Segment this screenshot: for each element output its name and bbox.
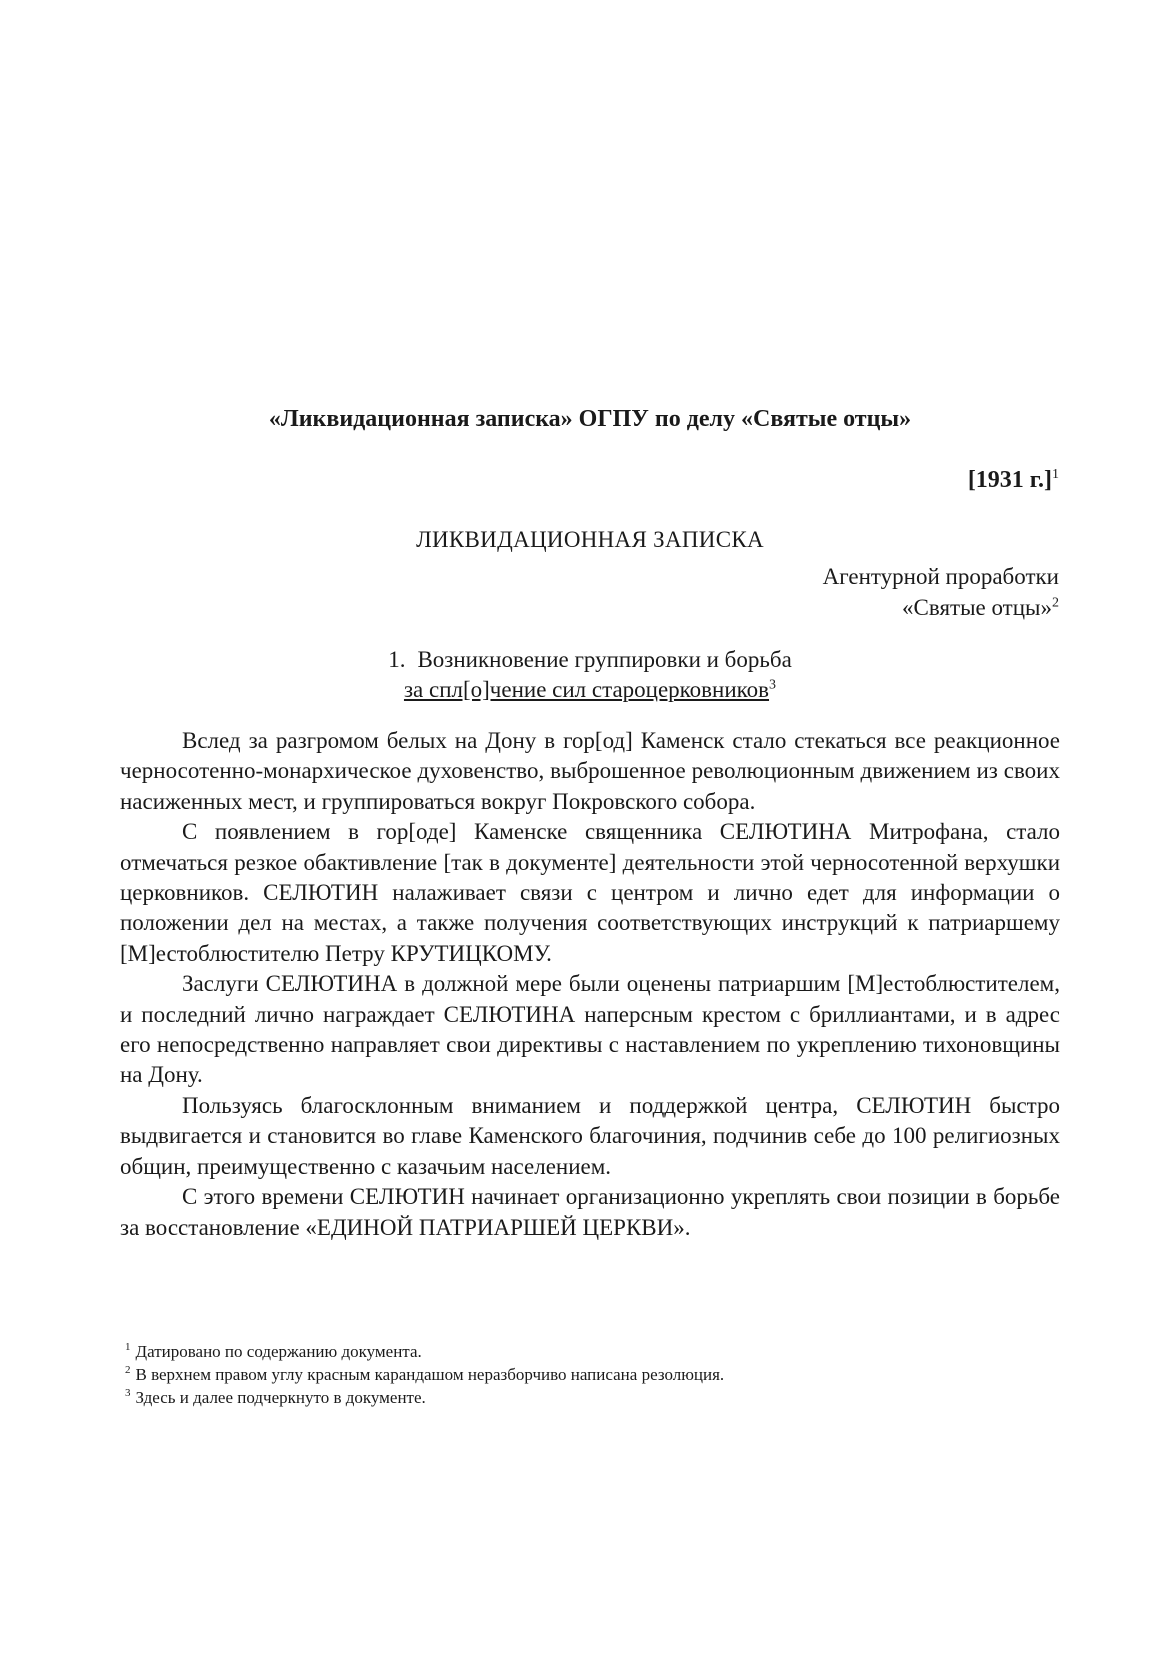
subheading-line-1: Агентурной проработки [822, 564, 1059, 589]
footnote-ref-3[interactable]: 3 [769, 677, 777, 693]
footnote [125, 1340, 1065, 1363]
footnote-text: Датировано по содержанию документа. [135, 1342, 422, 1361]
paragraph: Пользуясь благосклонным вниманием и поддержкой центра, СЕЛЮТИН быстро выдвигается и становится во главе Каменского благочиния, подчинив себе до 100 религиозных общин, преимущественно с казачьим населением. [120, 1092, 1060, 1179]
paragraph: С этого времени СЕЛЮТИН начинает организационно укреплять свои позиции в борьбе за восстановление «ЕДИНОЙ ПАТРИАРШЕЙ ЦЕРКВИ». [120, 1184, 1060, 1240]
footnote-text: В верхнем правом углу красным карандашом неразборчиво написана резолюция. [135, 1365, 725, 1384]
footnote-ref-2[interactable]: 2 [1052, 595, 1059, 611]
paragraph: С появлением в гор[оде] Каменске священника СЕЛЮТИНА Митрофана, стало отмечаться резкое обактивление [так в документе] деятельности этой черносотенной верхушки церковников. СЕЛЮТИН налаживает связи с центром и лично едет для информации о положении дел на местах, а также получения соответствующих инструкций к патриаршему [М]естоблюстителю Петру КРУТИЦКОМУ. [120, 819, 1060, 966]
section-title-line-2: за спл[о]чение сил староцерковников$^3$ [403, 677, 777, 702]
subheading-line-2: «Святые отцы»$^2$ [902, 595, 1059, 620]
footnote-number: 2 [125, 1364, 131, 1377]
section-title-line-1: 1. Возникновение группировки и борьба [388, 647, 792, 672]
footnotes [125, 1340, 1065, 1409]
footnote [125, 1363, 1065, 1386]
document-date [968, 465, 1059, 495]
footnote-number: 3 [125, 1387, 131, 1400]
footnote-number: 1 [125, 1341, 131, 1354]
footnote-ref-1[interactable]: 1 [1052, 467, 1059, 482]
section-heading [120, 645, 1060, 705]
document-subheading [823, 561, 1059, 623]
document-heading: ЛИКВИДАЦИОННАЯ ЗАПИСКА [416, 527, 764, 552]
footnote [125, 1386, 1065, 1409]
footnote-text: Здесь и далее подчеркнуто в документе. [135, 1388, 426, 1407]
document-body [120, 726, 1060, 1243]
document-title: «Ликвидационная записка» ОГПУ по делу «Святые отцы» [268, 406, 912, 432]
paragraph: Вслед за разгромом белых на Дону в гор[од] Каменск стало стекаться все реакционное черносотенно-монархическое духовенство, выброшенное революционным движением из своих насиженных мест, и группироваться вокруг Покровского собора. [120, 728, 1060, 814]
paragraph: Заслуги СЕЛЮТИНА в должной мере были оценены патриаршим [М]естоблюстителем, и последний лично награждает СЕЛЮТИНА наперсным крестом с бриллиантами, и в адрес его непосредственно направляет свои директивы с наставлением по укреплению тихоновщины на Дону. [120, 971, 1060, 1088]
section-number: 1. [388, 647, 406, 672]
date-text: [1931 г.] [967, 467, 1052, 493]
